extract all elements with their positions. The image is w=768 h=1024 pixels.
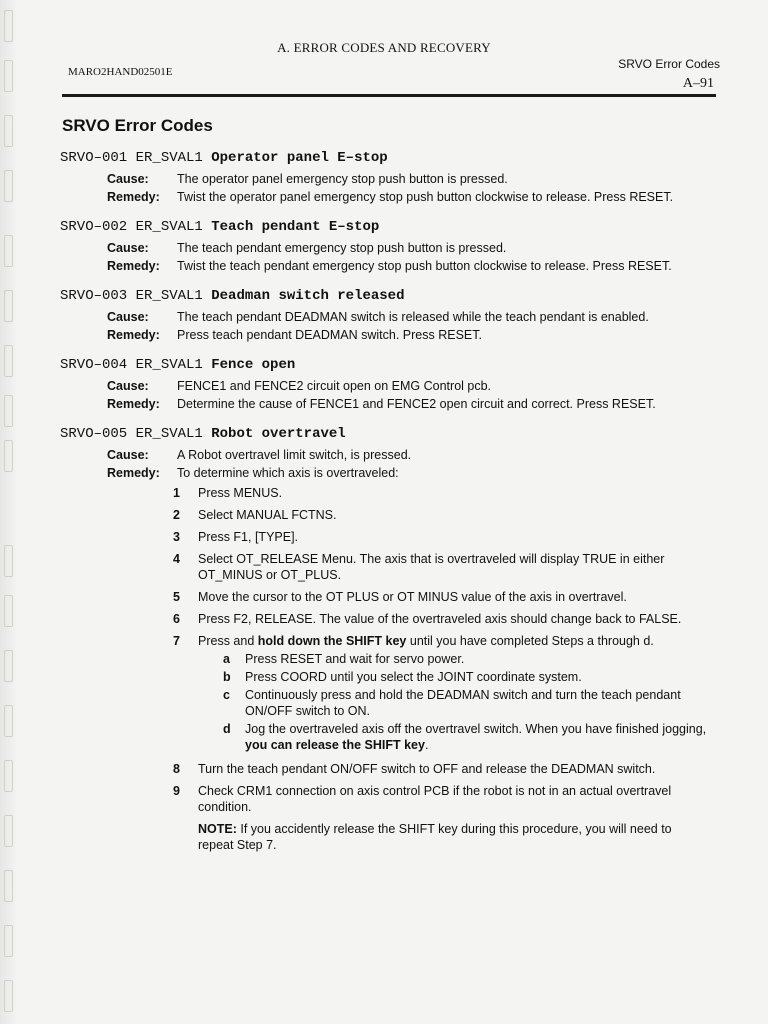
error-title: Fence open	[211, 357, 296, 373]
error-tag: ER_SVAL1	[135, 150, 203, 166]
section-header: SRVO Error Codes	[618, 57, 720, 71]
cause-label: Cause:	[107, 172, 149, 186]
error-title: Teach pendant E–stop	[211, 219, 380, 235]
step-number: 8	[173, 762, 180, 776]
cause-label: Cause:	[107, 448, 149, 462]
remedy-row	[60, 257, 710, 275]
step-text: Turn the teach pendant ON/OFF switch to OFF and release the DEADMAN switch.	[198, 762, 656, 776]
remedy-text: Determine the cause of FENCE1 and FENCE2 open circuit and correct. Press RESET.	[177, 397, 656, 411]
note-label: NOTE:	[198, 822, 237, 836]
substep-letter: c	[223, 688, 230, 702]
page-number: A–91	[682, 76, 714, 91]
error-entry	[60, 426, 710, 853]
substep-item	[223, 687, 710, 719]
error-code-heading	[60, 426, 710, 442]
step-text-part: until you have completed Steps a through d.	[406, 634, 654, 648]
error-tag: ER_SVAL1	[135, 288, 203, 304]
step-text: Press F1, [TYPE].	[198, 530, 299, 544]
chapter-header: A. ERROR CODES AND RECOVERY	[277, 40, 491, 55]
step-item	[173, 761, 710, 777]
remedy-label: Remedy:	[107, 328, 160, 342]
cause-label: Cause:	[107, 379, 149, 393]
remedy-text: To determine which axis is overtraveled:	[177, 466, 399, 480]
remedy-label: Remedy:	[107, 259, 160, 273]
page-title: SRVO Error Codes	[62, 116, 213, 135]
error-code: SRVO–001	[60, 150, 128, 166]
step-text: Press MENUS.	[198, 486, 283, 500]
cause-row	[60, 239, 710, 257]
cause-row	[60, 377, 710, 395]
substep-item	[223, 721, 710, 753]
remedy-label: Remedy:	[107, 397, 160, 411]
cause-text: The teach pendant emergency stop push button is pressed.	[177, 241, 507, 255]
note-text: If you accidently release the SHIFT key during this procedure, you will need to repeat Step 7.	[198, 822, 672, 852]
substep-item	[223, 669, 710, 685]
error-tag: ER_SVAL1	[135, 357, 203, 373]
document-id: MARO2HAND02501E	[68, 66, 173, 78]
error-code: SRVO–002	[60, 219, 128, 235]
step-text: Select MANUAL FCTNS.	[198, 508, 337, 522]
substeps	[223, 651, 710, 753]
remedy-text: Twist the operator panel emergency stop push button clockwise to release. Press RESET.	[177, 190, 674, 204]
step-item	[173, 783, 710, 815]
error-title: Deadman switch released	[211, 288, 405, 304]
cause-label: Cause:	[107, 241, 149, 255]
step-item	[173, 551, 710, 583]
step-text: Select OT_RELEASE Menu. The axis that is overtraveled will display TRUE in either OT_MINUS or OT_PLUS.	[198, 552, 665, 582]
remedy-row	[60, 326, 710, 344]
error-code-heading	[60, 219, 710, 235]
step-number: 6	[173, 612, 180, 626]
cause-text: The teach pendant DEADMAN switch is released while the teach pendant is enabled.	[177, 310, 649, 324]
substep-text-part: .	[424, 738, 429, 752]
step-text: Check CRM1 connection on axis control PCB if the robot is not in an actual overtravel condition.	[198, 784, 672, 814]
remedy-row	[60, 395, 710, 413]
remedy-row	[60, 188, 710, 206]
step-number: 1	[173, 486, 180, 500]
procedure-steps	[173, 485, 710, 853]
step-text: Move the cursor to the OT PLUS or OT MINUS value of the axis in overtravel.	[198, 590, 627, 604]
cause-row	[60, 170, 710, 188]
substep-text-emphasis: you can release the SHIFT key	[245, 738, 425, 752]
step-number: 9	[173, 784, 180, 798]
substep-text: Press RESET and wait for servo power.	[245, 652, 465, 666]
error-code-heading	[60, 150, 710, 166]
error-code-heading	[60, 288, 710, 304]
error-entry	[60, 357, 710, 413]
cause-row	[60, 446, 710, 464]
substep-letter: b	[223, 670, 231, 684]
substep-text: Press COORD until you select the JOINT coordinate system.	[245, 670, 582, 684]
error-entry	[60, 219, 710, 275]
step-item	[173, 507, 710, 523]
error-title: Operator panel E–stop	[211, 150, 388, 166]
cause-text: FENCE1 and FENCE2 circuit open on EMG Control pcb.	[177, 379, 492, 393]
step-text-part: Press and	[198, 634, 258, 648]
cause-text: A Robot overtravel limit switch, is pressed.	[177, 448, 412, 462]
error-code: SRVO–004	[60, 357, 128, 373]
cause-label: Cause:	[107, 310, 149, 324]
error-code-heading	[60, 357, 710, 373]
step-text-emphasis: hold down the SHIFT key	[257, 634, 407, 648]
error-code: SRVO–005	[60, 426, 128, 442]
remedy-text: Twist the teach pendant emergency stop push button clockwise to release. Press RESET.	[177, 259, 672, 273]
binding-margin	[0, 0, 18, 1024]
step-item	[173, 633, 710, 755]
substep-text	[245, 721, 710, 753]
cause-row	[60, 308, 710, 326]
error-entry	[60, 288, 710, 344]
remedy-label: Remedy:	[107, 190, 160, 204]
step-number: 7	[173, 634, 180, 648]
step-item	[173, 529, 710, 545]
step-number: 3	[173, 530, 180, 544]
remedy-text: Press teach pendant DEADMAN switch. Press RESET.	[177, 328, 482, 342]
remedy-row	[60, 464, 710, 482]
error-tag: ER_SVAL1	[135, 426, 203, 442]
procedure-note	[198, 821, 710, 853]
substep-text-part: Jog the overtraveled axis off the overtravel switch. When you have finished jogging,	[245, 722, 707, 736]
substep-letter: d	[223, 722, 231, 736]
page-content	[60, 116, 710, 866]
error-entry	[60, 150, 710, 206]
step-number: 2	[173, 508, 180, 522]
substep-text: Continuously press and hold the DEADMAN switch and turn the teach pendant ON/OFF switch to ON.	[245, 688, 681, 718]
error-title: Robot overtravel	[211, 426, 346, 442]
error-tag: ER_SVAL1	[135, 219, 203, 235]
remedy-label: Remedy:	[107, 466, 160, 480]
step-text	[198, 633, 710, 755]
substep-letter: a	[223, 652, 230, 666]
cause-text: The operator panel emergency stop push button is pressed.	[177, 172, 508, 186]
step-item	[173, 611, 710, 627]
error-code: SRVO–003	[60, 288, 128, 304]
step-number: 5	[173, 590, 180, 604]
substep-item	[223, 651, 710, 667]
step-number: 4	[173, 552, 180, 566]
header-rule	[62, 94, 716, 97]
step-item	[173, 589, 710, 605]
step-item	[173, 485, 710, 501]
step-text: Press F2, RELEASE. The value of the overtraveled axis should change back to FALSE.	[198, 612, 682, 626]
